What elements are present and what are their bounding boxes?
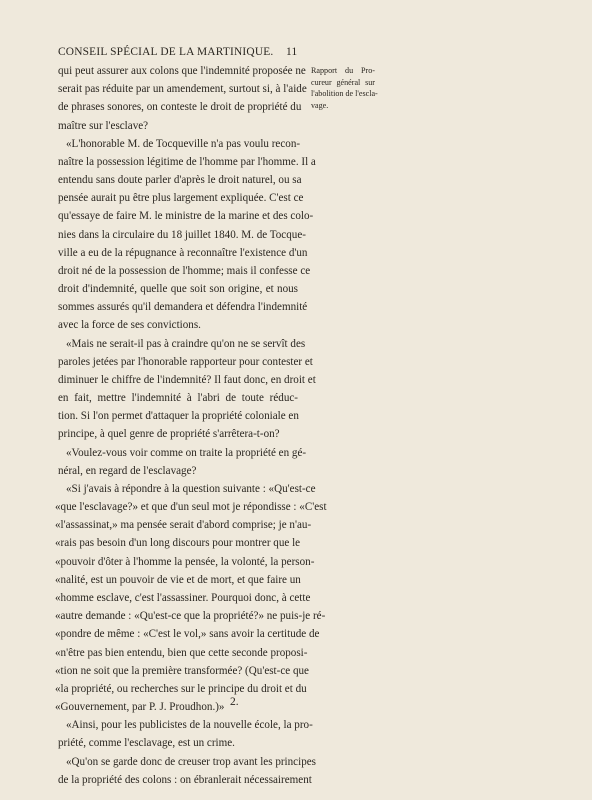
text-line: entendu sans doute parler d'après le droit naturel, ou sa xyxy=(58,174,302,187)
text-line: nies dans la circulaire du 18 juillet 1840. M. de Tocque- xyxy=(58,228,306,241)
text-line: paroles jetées par l'honorable rapporteur pour contester et xyxy=(58,355,313,368)
text-line: priété, comme l'esclavage, est un crime. xyxy=(58,737,235,750)
text-line: «Ainsi, pour les publicistes de la nouvelle école, la pro- xyxy=(66,719,313,732)
text-line: «la propriété, ou recherches sur le principe du droit et du xyxy=(55,682,307,695)
text-line: «Si j'avais à répondre à la question suivante : «Qu'est-ce xyxy=(66,482,316,495)
text-line: «Voulez-vous voir comme on traite la propriété en gé- xyxy=(66,446,307,459)
text-line: «homme esclave, c'est l'assassiner. Pourquoi donc, à cette xyxy=(55,591,311,604)
margin-note-line: cureur général sur xyxy=(311,77,375,87)
text-line: «autre demande : «Qu'est-ce que la propriété?» ne puis-je ré- xyxy=(55,610,326,623)
text-line: «L'honorable M. de Tocqueville n'a pas voulu recon- xyxy=(66,137,301,150)
text-line: qu'essaye de faire M. le ministre de la marine et des colo- xyxy=(58,210,314,223)
text-line: «nalité, est un pouvoir de vie et de mort, et que faire un xyxy=(55,573,301,586)
text-line: naître la possession légitime de l'homme par l'homme. Il a xyxy=(58,155,316,168)
text-line: maître sur l'esclave? xyxy=(58,119,149,132)
text-line: pensée aurait pu être plus largement expliquée. C'est ce xyxy=(58,192,304,205)
text-line: «l'assassinat,» ma pensée serait d'abord comprise; je n'au- xyxy=(55,519,312,532)
text-line: tion. Si l'on permet d'attaquer la propriété coloniale en xyxy=(58,410,299,423)
text-line: néral, en regard de l'esclavage? xyxy=(58,464,197,477)
text-line: serait pas réduite par un amendement, surtout si, à l'aide xyxy=(58,83,307,96)
text-line: avec la force de ses convictions. xyxy=(58,319,201,332)
signature-mark: 2. xyxy=(230,696,239,708)
text-line: sommes assurés qu'il demandera et défendra l'indemnité xyxy=(58,301,308,314)
text-line: de la propriété des colons : on ébranlerait nécessairement xyxy=(58,773,312,786)
text-line: principe, à quel genre de propriété s'arrêtera-t-on? xyxy=(58,428,280,441)
page-number: 11 xyxy=(286,46,298,58)
header-title: CONSEIL SPÉCIAL DE LA MARTINIQUE. xyxy=(58,46,274,58)
text-line: «que l'esclavage?» et que d'un seul mot je répondisse : «C'est xyxy=(55,501,327,514)
margin-note-line: l'abolition de l'escla- xyxy=(311,89,378,98)
text-line: diminuer le chiffre de l'indemnité? Il faut donc, en droit et xyxy=(58,373,316,386)
text-line: «Qu'on se garde donc de creuser trop avant les principes xyxy=(66,755,316,768)
text-line: «rais pas besoin d'un long discours pour montrer que le xyxy=(55,537,301,550)
margin-note-line: vage. xyxy=(311,100,329,110)
text-line: droit d'indemnité, quelle que soit son origine, et nous xyxy=(58,283,298,296)
margin-note xyxy=(311,65,378,111)
text-line: «tion ne soit que la première transformée? (Qu'est-ce que xyxy=(55,664,309,677)
text-line: «pondre de même : «C'est le vol,» sans avoir la certitude de xyxy=(55,628,320,641)
text-line: droit né de la possession de l'homme; mais il confesse ce xyxy=(58,264,311,277)
text-line: «Gouvernement, par P. J. Proudhon.)» xyxy=(55,701,225,714)
margin-note-line: Rapport du Pro- xyxy=(311,66,375,75)
text-line: de phrases sonores, on conteste le droit de propriété du xyxy=(58,101,302,114)
text-line: en fait, mettre l'indemnité à l'abri de toute réduc- xyxy=(58,392,298,405)
text-line: «pouvoir d'ôter à l'homme la pensée, la volonté, la person- xyxy=(55,555,315,568)
text-line: «n'être pas bien entendu, bien que cette seconde proposi- xyxy=(55,646,308,659)
text-line: ville a eu de la répugnance à reconnaître l'existence d'un xyxy=(58,246,308,259)
text-line: «Mais ne serait-il pas à craindre qu'on ne se servît des xyxy=(66,337,306,350)
body-text xyxy=(55,62,327,789)
text-line: qui peut assurer aux colons que l'indemnité proposée ne xyxy=(58,65,306,77)
